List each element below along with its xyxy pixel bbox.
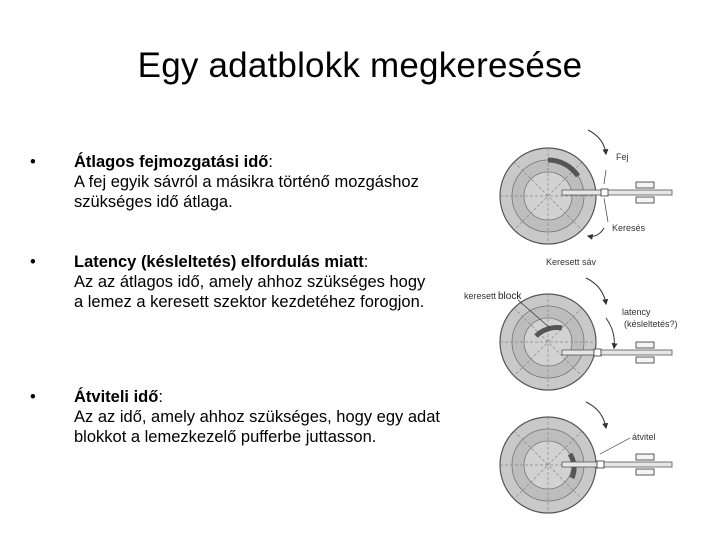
slide-title: Egy adatblokk megkeresése <box>137 46 583 85</box>
bullet-transfer-time <box>30 387 474 447</box>
bullet-seek-time <box>30 152 474 212</box>
disk-latency <box>464 278 678 390</box>
label-kesleltetes: (késleltetés?) <box>624 319 678 329</box>
bullet-term: Átlagos fejmozgatási idő <box>74 153 269 171</box>
label-latency: latency <box>622 307 651 317</box>
bullet-marker: • <box>30 253 36 271</box>
bullet-term: Latency (késleltetés) elfordulás miatt <box>74 253 364 271</box>
bullet-description: Az az átlagos idő, amely ahhoz szükséges hogy a lemez a keresett szektor kezdetéhez forogjon. <box>74 273 426 311</box>
bullet-marker: • <box>30 153 36 171</box>
bullet-description: A fej egyik sávról a másikra történő mozgáshoz szükséges idő átlaga. <box>74 173 419 211</box>
disk-seek <box>500 130 672 267</box>
label-kereses: Keresés <box>612 223 646 233</box>
label-fej: Fej <box>616 152 629 162</box>
bullet-description: Az az idő, amely ahhoz szükséges, hogy egy adat blokkot a lemezkezelő pufferbe juttasson. <box>74 408 440 446</box>
disk-transfer <box>500 402 672 513</box>
label-keresett-sav: Keresett sáv <box>546 257 597 267</box>
bullet-marker: • <box>30 388 36 406</box>
bullet-colon: : <box>363 253 369 271</box>
label-keresett: keresett <box>464 291 497 301</box>
bullet-latency <box>30 252 434 312</box>
disk-diagram <box>458 118 698 518</box>
bullet-term: Átviteli idő <box>74 388 159 406</box>
label-atvitel: átvitel <box>632 432 656 442</box>
bullet-colon: : <box>268 153 273 171</box>
bullet-colon: : <box>158 388 163 406</box>
label-block: block <box>498 291 522 302</box>
